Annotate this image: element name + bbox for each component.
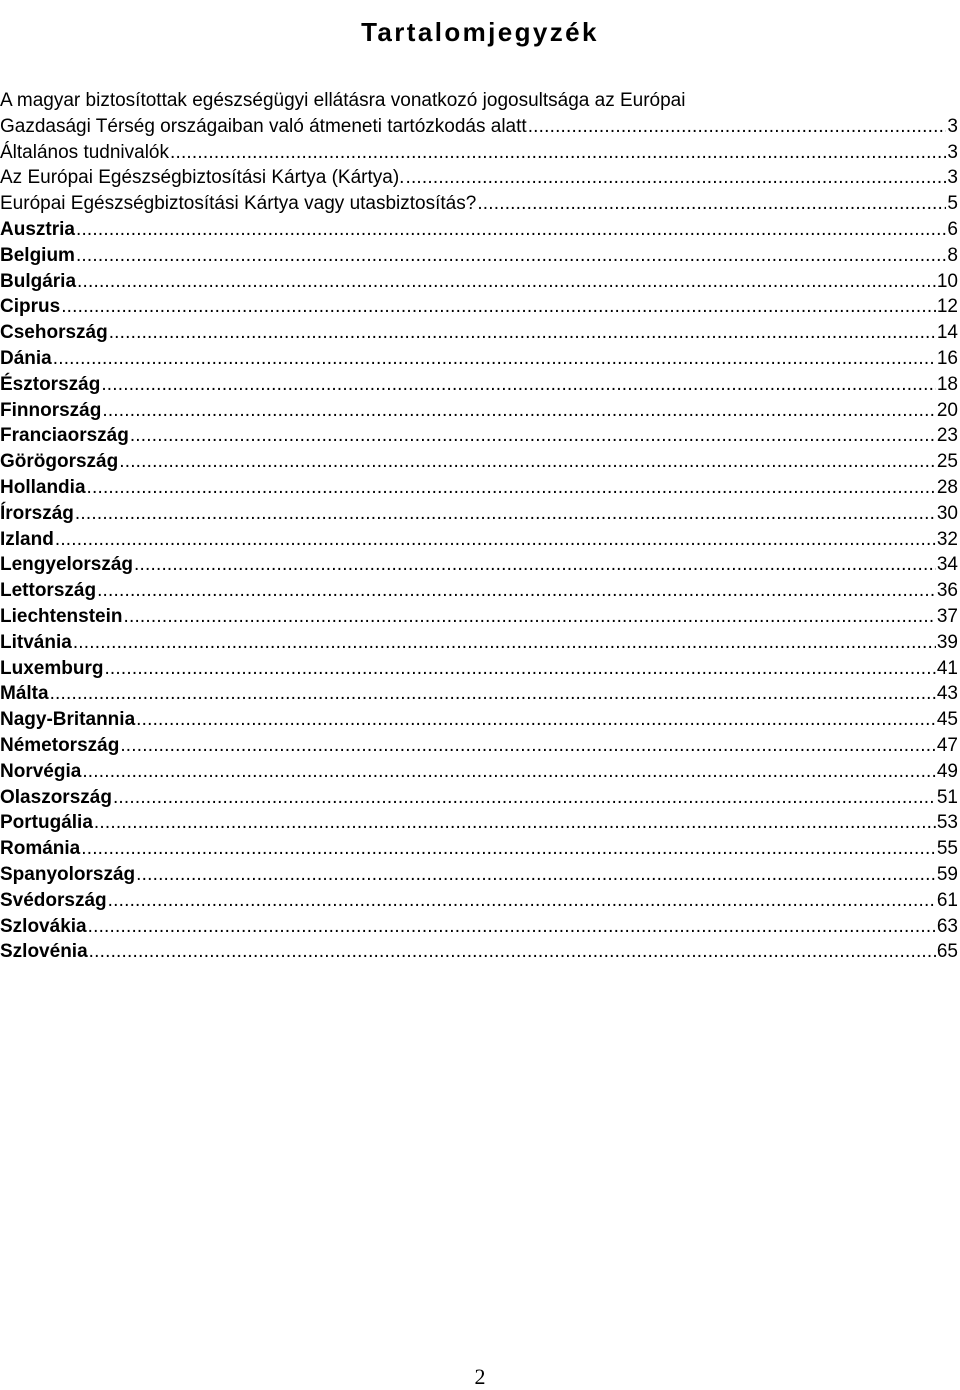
toc-entry-page-number: 32 [936, 528, 958, 550]
dot-leader [108, 888, 936, 914]
toc-entry-page-number: 3 [947, 167, 958, 189]
toc-entry-page-number: 61 [936, 889, 958, 911]
toc-entry-page-number: 34 [936, 554, 958, 576]
toc-entry-label: Szlovákia [0, 915, 87, 937]
dot-leader [136, 707, 936, 733]
toc-entry-page-number: 23 [936, 425, 958, 447]
toc-entry[interactable] [0, 88, 958, 140]
toc-entry[interactable] [0, 217, 958, 243]
dot-leader [94, 810, 936, 836]
toc-entry-label: Norvégia [0, 760, 82, 782]
dot-leader [134, 552, 936, 578]
toc-entry-label: Hollandia [0, 476, 86, 498]
dot-leader [50, 681, 936, 707]
toc-entry[interactable] [0, 320, 958, 346]
toc-entry-label: Málta [0, 683, 49, 705]
dot-leader [87, 475, 936, 501]
toc-entry-label: Írország [0, 502, 74, 524]
toc-entry[interactable] [0, 862, 958, 888]
dot-leader [109, 320, 936, 346]
toc-entry[interactable] [0, 552, 958, 578]
toc-entry-label: Svédország [0, 889, 107, 911]
toc-entry-page-number: 28 [936, 476, 958, 498]
toc-entry-label: Az Európai Egészségbiztosítási Kártya (Kártya). [0, 167, 405, 189]
dot-leader [120, 733, 936, 759]
toc-entry-label: Ausztria [0, 218, 75, 240]
toc-entry[interactable] [0, 939, 958, 965]
toc-entry[interactable] [0, 398, 958, 424]
dot-leader [53, 346, 936, 372]
dot-leader [97, 578, 936, 604]
toc-entry-label: Litvánia [0, 631, 72, 653]
toc-entry-page-number: 55 [936, 838, 958, 860]
toc-entry-label: Izland [0, 528, 54, 550]
toc-entry[interactable] [0, 914, 958, 940]
dot-leader [73, 630, 936, 656]
toc-entry[interactable] [0, 165, 958, 191]
toc-entry-label: Lettország [0, 580, 97, 602]
toc-entry-page-number: 3 [947, 141, 958, 163]
dot-leader [119, 449, 936, 475]
toc-entry-page-number: 8 [947, 244, 958, 266]
toc-entry-label: Görögország [0, 451, 119, 473]
toc-entry-label: Franciaország [0, 425, 129, 447]
toc-entry-page-number: 53 [936, 812, 958, 834]
toc-entry-label-line1: A magyar biztosítottak egészségügyi ellátásra vonatkozó jogosultsága az Európai [0, 90, 686, 111]
toc-entry-page-number: 49 [936, 760, 958, 782]
toc-entry[interactable] [0, 449, 958, 475]
toc-entry-label: Liechtenstein [0, 605, 123, 627]
toc-entry-page-number: 5 [947, 193, 958, 215]
table-of-contents [0, 88, 958, 965]
toc-entry[interactable] [0, 372, 958, 398]
toc-entry[interactable] [0, 733, 958, 759]
toc-entry-page-number: 37 [936, 605, 958, 627]
toc-entry-page-number: 45 [936, 709, 958, 731]
dot-leader [113, 785, 936, 811]
toc-entry-label: Észtország [0, 373, 101, 395]
toc-entry-page-number: 25 [936, 451, 958, 473]
page-number: 2 [474, 1364, 486, 1389]
dot-leader [130, 423, 936, 449]
toc-entry-label: Olaszország [0, 786, 112, 808]
toc-entry-label: Luxemburg [0, 657, 104, 679]
dot-leader [477, 191, 946, 217]
toc-entry-label: Portugália [0, 812, 93, 834]
toc-entry-page-number: 30 [936, 502, 958, 524]
dot-leader [81, 836, 936, 862]
dot-leader [89, 939, 936, 965]
toc-entry-label: Ciprus [0, 296, 61, 318]
page-title: Tartalomjegyzék [361, 17, 599, 48]
dot-leader [104, 656, 935, 682]
toc-entry[interactable] [0, 423, 958, 449]
toc-entry-page-number: 39 [936, 631, 958, 653]
toc-entry-label: Lengyelország [0, 554, 134, 576]
dot-leader [75, 501, 936, 527]
toc-entry[interactable] [0, 836, 958, 862]
dot-leader [88, 914, 936, 940]
toc-entry-page-number: 20 [936, 399, 958, 421]
toc-entry-page-number: 63 [936, 915, 958, 937]
toc-entry[interactable] [0, 656, 958, 682]
dot-leader [76, 243, 946, 269]
toc-entry-label: Spanyolország [0, 863, 136, 885]
toc-entry-label: Szlovénia [0, 941, 88, 963]
dot-leader [102, 398, 936, 424]
toc-entry-page-number: 47 [936, 734, 958, 756]
toc-entry[interactable] [0, 269, 958, 295]
toc-entry-page-number: 12 [936, 296, 958, 318]
toc-entry-label: Bulgária [0, 270, 77, 292]
dot-leader [136, 862, 936, 888]
toc-entry[interactable] [0, 810, 958, 836]
toc-entry[interactable] [0, 630, 958, 656]
toc-entry-label: Németország [0, 734, 120, 756]
dot-leader [123, 604, 935, 630]
toc-entry-label: Nagy-Britannia [0, 709, 136, 731]
toc-entry-page-number: 43 [936, 683, 958, 705]
toc-entry-label: Csehország [0, 322, 108, 344]
toc-entry[interactable] [0, 475, 958, 501]
toc-entry-page-number: 16 [936, 347, 958, 369]
toc-entry-label: Belgium [0, 244, 75, 266]
toc-entry-label: Románia [0, 838, 81, 860]
toc-entry[interactable] [0, 294, 958, 320]
toc-entry[interactable] [0, 604, 958, 630]
toc-entry[interactable] [0, 785, 958, 811]
toc-entry-page-number: 14 [936, 322, 958, 344]
dot-leader [61, 294, 936, 320]
dot-leader [101, 372, 936, 398]
toc-entry[interactable] [0, 501, 958, 527]
toc-entry-page-number: 59 [936, 863, 958, 885]
dot-leader [170, 140, 946, 166]
toc-entry-label: Európai Egészségbiztosítási Kártya vagy utasbiztosítás? [0, 193, 477, 215]
toc-entry-page-number: 3 [947, 115, 958, 137]
toc-entry-page-number: 18 [936, 373, 958, 395]
toc-entry[interactable] [0, 681, 958, 707]
toc-entry[interactable] [0, 578, 958, 604]
toc-entry-label: Gazdasági Térség országaiban való átmeneti tartózkodás alatt [0, 115, 527, 137]
toc-entry[interactable] [0, 243, 958, 269]
dot-leader [55, 527, 936, 553]
toc-entry-page-number: 36 [936, 580, 958, 602]
toc-entry-page-number: 10 [936, 270, 958, 292]
toc-entry-label: Dánia [0, 347, 52, 369]
toc-entry[interactable] [0, 888, 958, 914]
toc-entry[interactable] [0, 527, 958, 553]
toc-entry[interactable] [0, 346, 958, 372]
toc-entry[interactable] [0, 759, 958, 785]
toc-entry-label-line2 [0, 114, 958, 140]
dot-leader [405, 165, 946, 191]
toc-entry[interactable] [0, 191, 958, 217]
toc-entry-label: Általános tudnivalók [0, 141, 169, 163]
dot-leader [77, 269, 936, 295]
toc-entry-page-number: 6 [947, 218, 958, 240]
toc-entry-page-number: 51 [936, 786, 958, 808]
dot-leader [76, 217, 946, 243]
dot-leader [528, 114, 947, 140]
toc-entry-page-number: 41 [936, 657, 958, 679]
toc-entry-label: Finnország [0, 399, 102, 421]
toc-entry[interactable] [0, 707, 958, 733]
toc-entry-page-number: 65 [936, 941, 958, 963]
toc-entry[interactable] [0, 140, 958, 166]
dot-leader [82, 759, 936, 785]
